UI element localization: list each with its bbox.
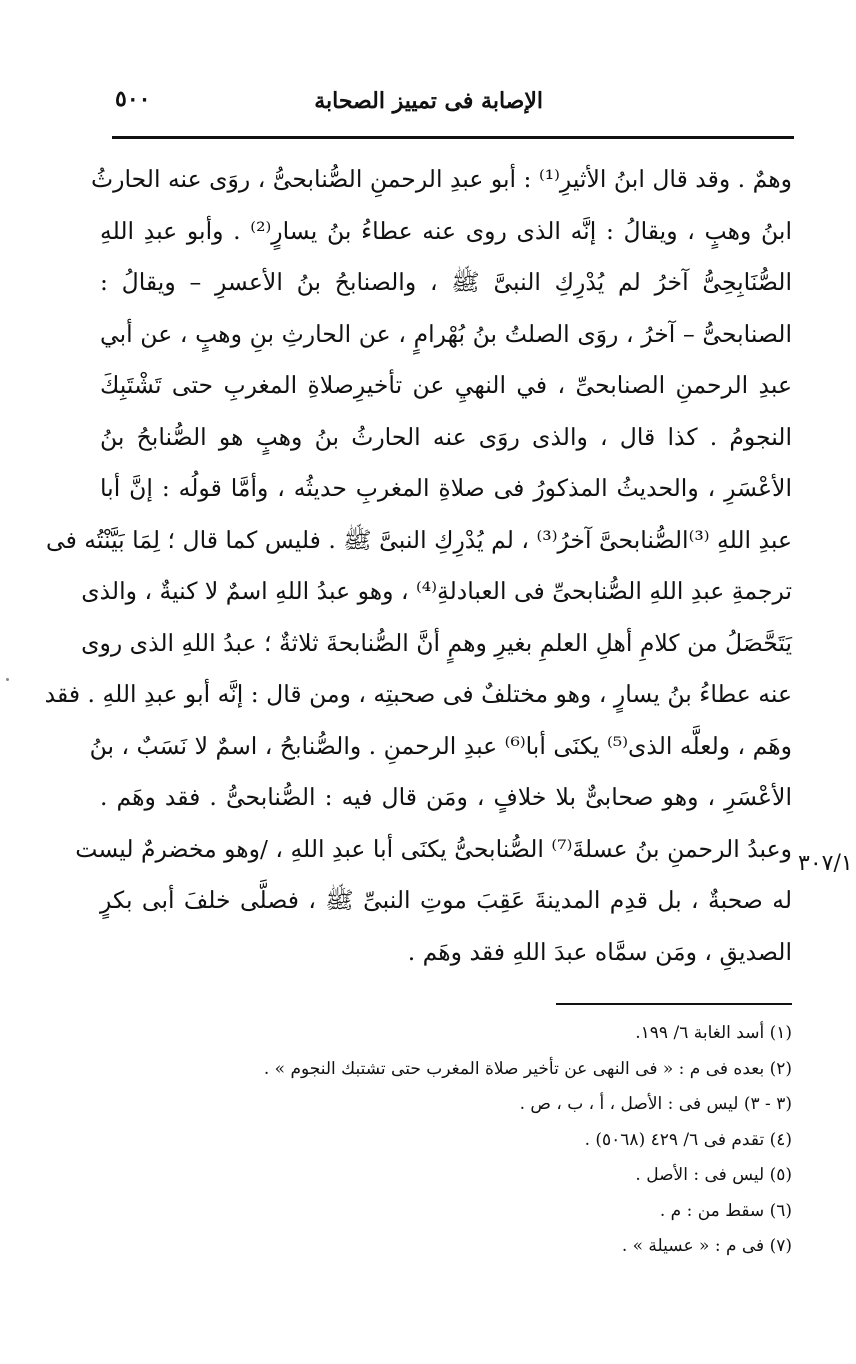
scan-speck <box>6 678 9 681</box>
text-line: ابنُ وهبٍ ، ويقالُ : إنَّه الذى روى عنه عطاءُ بنُ يسارٍ⁽²⁾ . وأبو عبدِ اللهِ <box>100 216 792 245</box>
running-header-title: الإصابة فى تمييز الصحابة <box>314 88 543 114</box>
text-line: النجومُ . كذا قال ، والذى روَى عنه الحارثُ بنُ وهبٍ هو الصُّنابحُ بنُ <box>100 422 792 451</box>
margin-entry-number: ٣٠٧/١ <box>798 851 853 876</box>
text-line: الصديقِ ، ومَن سمَّاه عبدَ اللهِ فقد وهَم . <box>407 937 792 966</box>
footnote: (٣ - ٣) ليس فى : الأصل ، أ ، ب ، ص . <box>519 1094 792 1114</box>
main-text <box>44 154 792 978</box>
footnote: (٤) تقدم فى ٦/ ٤٢٩ (٥٠٦٨) . <box>584 1129 792 1150</box>
footnote: (٦) سقط من : م . <box>659 1200 792 1221</box>
text-line: عنه عطاءُ بنُ يسارٍ ، وهو مختلفٌ فى صحبتِه ، ومن قال : إنَّه أبو عبدِ اللهِ . فقد <box>44 680 792 708</box>
text-line: يَتَحَّصَلُ من كلامِ أهلِ العلمِ بغيرِ وهمٍ أنَّ الصُّنابحةَ ثلاثةٌ ؛ عبدُ اللهِ الذى روى <box>81 628 792 657</box>
text-line: الأعْسَرِ ، والحديثُ المذكورُ فى صلاةِ المغربِ حديثُه ، وأمَّا قولُه : إنَّ أبا <box>100 474 792 502</box>
footnote-divider <box>556 1003 792 1005</box>
text-line: عبدِ الرحمنِ الصنابحىِّ ، في النهيِ عن تأخيرِصلاةِ المغربِ حتى تَشْتَبِكَ <box>100 371 792 399</box>
footnote: (٧) فى م : « عسيلة » . <box>621 1236 792 1256</box>
footnote: (٥) ليس فى : الأصل . <box>635 1165 792 1185</box>
text-line: وهَم ، ولعلَّه الذى⁽⁵⁾ يكنَى أبا⁽⁶⁾ عبدِ الرحمنِ . والصُّنابحُ ، اسمٌ لا نَسَبٌ ، بنُ <box>89 731 792 760</box>
footnotes <box>120 1016 792 1265</box>
text-line: الأعْسَرِ ، وهو صحابىٌّ بلا خلافٍ ، ومَن قال فيه : الصُّنابحىُّ . فقد وهَم . <box>100 783 792 811</box>
running-header <box>115 84 793 124</box>
text-line: الصُّنَابِحِىُّ آخرُ لم يُدْرِكِ النبىَّ ﷺ ، والصنابحُ بنُ الأعسرِ – ويقالُ : <box>100 268 792 296</box>
footnote: (١) أسد الغابة ٦/ ١٩٩. <box>635 1023 792 1043</box>
page-number: ٥٠٠ <box>115 86 151 112</box>
footnote: (٢) بعده فى م : « فى النهى عن تأخير صلاة المغرب حتى تشتبك النجوم » . <box>263 1058 792 1079</box>
text-line: له صحبةٌ ، بل قدِم المدينةَ عَقِبَ موتِ النبىِّ ﷺ ، فصلَّى خلفَ أبى بكرٍ <box>100 886 792 914</box>
text-line: الصنابحىُّ – آخرُ ، روَى الصلتُ بنُ بُهْرامٍ ، عن الحارثِ بنِ وهبٍ ، عن أبي <box>100 319 792 348</box>
text-line: وعبدُ الرحمنِ بنُ عسلةَ⁽⁷⁾ الصُّنابحىُّ يكنَى أبا عبدِ اللهِ ، /وهو مخضرمٌ ليست <box>75 834 792 863</box>
text-line: وهمٌ . وقد قال ابنُ الأثيرِ⁽¹⁾ : أبو عبدِ الرحمنِ الصُّنابحىُّ ، روَى عنه الحارثُ <box>90 165 792 193</box>
text-line: ترجمةِ عبدِ اللهِ الصُّنابحىِّ فى العبادلةِ⁽⁴⁾ ، وهو عبدُ اللهِ اسمٌ لا كنيةٌ ، والذى <box>81 577 792 605</box>
text-line: عبدِ اللهِ ⁽³⁾الصُّنابحىَّ آخرُ⁽³⁾ ، لم يُدْرِكِ النبىَّ ﷺ . فليس كما قال ؛ لِمَا بَيَّنْتُه فى <box>46 525 792 554</box>
header-divider <box>112 136 794 139</box>
